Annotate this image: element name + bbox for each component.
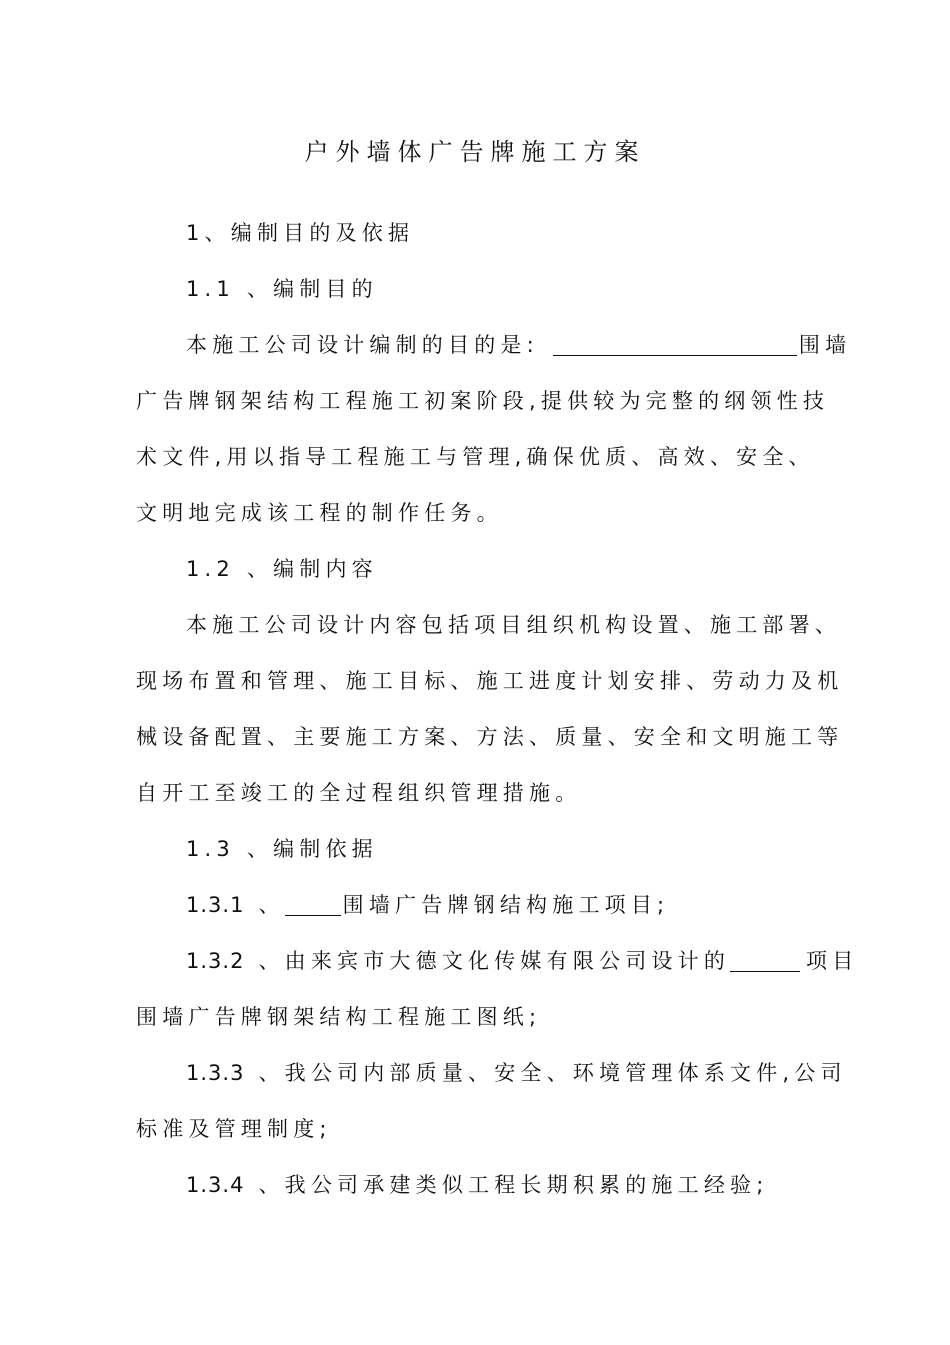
paragraph-line: 自开工至竣工的全过程组织管理措施。 xyxy=(136,781,582,805)
heading-1: 1、编制目的及依据 xyxy=(186,221,415,245)
paragraph-line: 现场布置和管理、施工目标、施工进度计划安排、劳动力及机 xyxy=(136,669,844,693)
paragraph-line: 术文件,用以指导工程施工与管理,确保优质、高效、安全、 xyxy=(136,445,815,469)
paragraph-line: 械设备配置、主要施工方案、方法、质量、安全和文明施工等 xyxy=(136,725,844,749)
item-text: 、由来宾市大德文化传媒有限公司设计的 xyxy=(258,949,731,973)
item-text: 、我公司内部质量、安全、环境管理体系文件,公司 xyxy=(258,1061,847,1085)
item-number: 1.3.1 xyxy=(186,893,245,917)
fill-in-blank xyxy=(730,949,800,972)
item-number: 1.3.4 xyxy=(186,1173,245,1197)
item-text: 、 xyxy=(258,893,285,917)
item-number: 1.3.2 xyxy=(186,949,245,973)
paragraph-text: 本施工公司设计编制的目的是: xyxy=(186,333,539,357)
paragraph-line: 围墙广告牌钢架结构工程施工图纸; xyxy=(136,1005,542,1029)
document-title: 户外墙体广告牌施工方案 xyxy=(304,138,646,166)
list-item xyxy=(186,946,859,976)
fill-in-blank xyxy=(553,333,797,356)
paragraph-line xyxy=(186,330,852,360)
heading-1-2: 1.2 、编制内容 xyxy=(186,557,378,581)
item-text: 围墙广告牌钢结构施工项目; xyxy=(342,893,670,917)
heading-1-1: 1.1 、编制目的 xyxy=(186,277,378,301)
paragraph-line: 本施工公司设计内容包括项目组织机构设置、施工部署、 xyxy=(186,613,841,637)
item-text: 、我公司承建类似工程长期积累的施工经验; xyxy=(258,1173,769,1197)
list-item xyxy=(186,1170,832,1200)
item-number: 1.3.3 xyxy=(186,1061,245,1085)
paragraph-text: 围墙 xyxy=(798,333,852,357)
paragraph-line: 广告牌钢架结构工程施工初案阶段,提供较为完整的纲领性技 xyxy=(136,389,830,413)
heading-1-3: 1.3 、编制依据 xyxy=(186,837,378,861)
paragraph-line: 标准及管理制度; xyxy=(136,1117,332,1141)
paragraph-line: 文明地完成该工程的制作任务。 xyxy=(136,501,503,525)
list-item xyxy=(186,890,832,920)
list-item xyxy=(186,1058,847,1088)
item-text: 项目 xyxy=(806,949,859,973)
fill-in-blank xyxy=(285,893,341,916)
